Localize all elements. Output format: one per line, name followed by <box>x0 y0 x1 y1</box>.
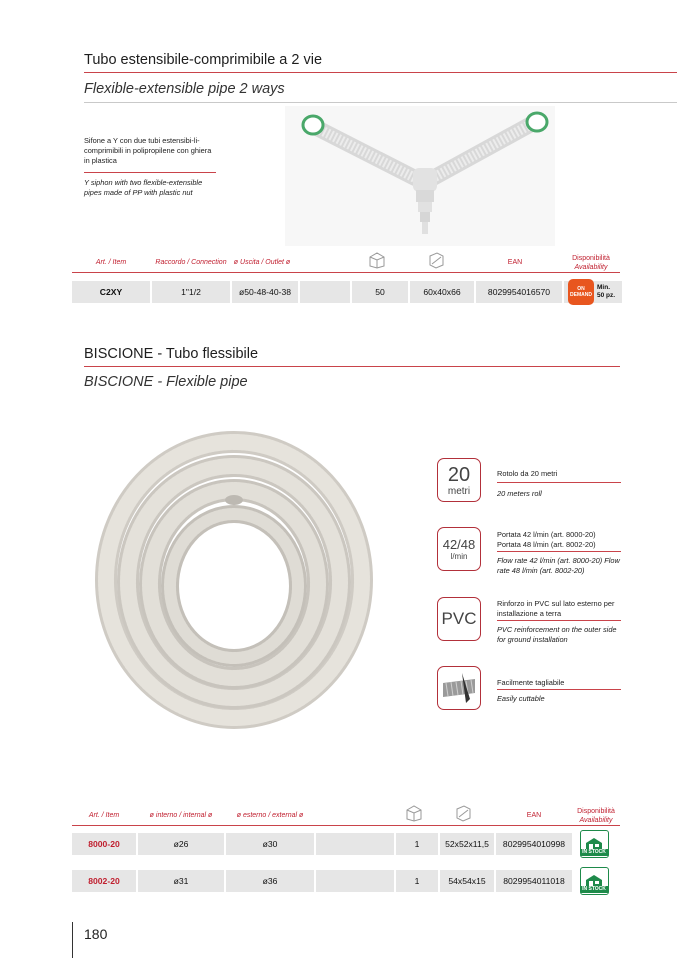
cell-pack: 50 <box>352 281 408 303</box>
table2-header-divider <box>72 825 620 826</box>
flow-rate-icon: 42/48 l/min <box>437 527 481 571</box>
table-row <box>72 833 616 855</box>
cell-art: 8000-20 <box>72 833 136 855</box>
cell-ean: 8029954016570 <box>476 281 562 303</box>
feature-pvc-it: Rinforzo in PVC sul lato esterno per installazione a terra <box>497 599 615 618</box>
product1-title: Tubo estensibile-comprimibile a 2 vie <box>84 52 323 68</box>
cell-connection: 1"1/2 <box>152 281 230 303</box>
cell-availability <box>574 870 614 892</box>
col-header-ean: EAN <box>526 812 542 819</box>
feature-flow-en: Flow rate 42 l/min (art. 8000-20) Flow rate 48 l/min (art. 8002-20) <box>497 556 620 575</box>
table-row <box>72 870 616 892</box>
cell-dims: 52x52x11,5 <box>440 833 494 855</box>
subtitle-divider <box>84 102 677 103</box>
feature-cut-it: Facilmente tagliabile <box>497 678 565 687</box>
feature-divider <box>497 689 621 690</box>
hose-coil-image <box>86 430 384 740</box>
cell-empty <box>316 833 394 855</box>
product1-desc-en: Y siphon with two flexible-extensible pipes made of PP with plastic nut <box>84 178 203 197</box>
warehouse-icon <box>585 874 603 886</box>
col-header-internal: ø interno / internal ø <box>149 812 213 819</box>
cell-dims: 60x40x66 <box>410 281 474 303</box>
min-order-label: Min. 50 pz. <box>597 284 616 299</box>
roll-length-icon: 20 metri <box>437 458 481 502</box>
feature-cut-en: Easily cuttable <box>497 694 545 703</box>
col-header-connection: Raccordo / Connection <box>155 259 227 266</box>
product2-title: BISCIONE - Tubo flessibile <box>84 346 259 362</box>
in-stock-badge: IN STOCK <box>580 867 609 895</box>
cell-pack: 1 <box>396 870 438 892</box>
feature-pvc-en: PVC reinforcement on the outer side for ground installation <box>497 625 617 644</box>
feature-divider <box>497 482 621 483</box>
cell-outlet: ø50-48-40-38 <box>232 281 298 303</box>
cell-dims: 54x54x15 <box>440 870 494 892</box>
on-demand-badge: ON DEMAND <box>568 279 594 305</box>
cell-ean: 8029954011018 <box>496 870 572 892</box>
in-stock-badge: IN STOCK <box>580 830 609 858</box>
col-header-availability-en: Availability <box>574 264 608 271</box>
col-header-art: Art. / Item <box>95 259 127 266</box>
cuttable-icon <box>437 666 481 710</box>
dimensions-icon <box>454 804 472 822</box>
page-number: 180 <box>84 926 108 942</box>
table1-header-divider <box>72 272 620 273</box>
dimensions-icon <box>427 251 445 269</box>
pvc-icon: PVC <box>437 597 481 641</box>
feature-divider <box>497 620 621 621</box>
col-header-availability-it: Disponibilità <box>572 255 610 262</box>
desc-divider <box>84 172 216 173</box>
feature-roll-en: 20 meters roll <box>497 489 542 498</box>
cell-internal: ø26 <box>138 833 224 855</box>
col-header-availability-en: Availability <box>579 817 613 824</box>
col-header-art: Art. / Item <box>88 812 120 819</box>
y-siphon-image <box>285 106 555 246</box>
warehouse-icon <box>585 837 603 849</box>
cell-external: ø36 <box>226 870 314 892</box>
cell-art: 8002-20 <box>72 870 136 892</box>
cell-empty <box>316 870 394 892</box>
feature-roll-it: Rotolo da 20 metri <box>497 469 558 478</box>
cutting-tool-icon <box>440 669 478 707</box>
product1-desc-it: Sifone a Y con due tubi estensibi-li-comprimibili in polipropilene con ghiera in plastica <box>84 136 212 165</box>
col-header-external: ø esterno / external ø <box>236 812 304 819</box>
cell-external: ø30 <box>226 833 314 855</box>
table-row <box>72 281 624 303</box>
package-icon <box>368 251 386 269</box>
title-divider <box>84 72 677 73</box>
product1-subtitle: Flexible-extensible pipe 2 ways <box>84 81 285 97</box>
feature-divider <box>497 551 621 552</box>
cell-availability <box>564 281 622 303</box>
cell-ean: 8029954010998 <box>496 833 572 855</box>
col-header-outlet: ø Uscita / Outlet ø <box>233 259 291 266</box>
title2-divider <box>84 366 620 367</box>
cell-availability <box>574 833 614 855</box>
page-number-bar <box>72 922 73 958</box>
col-header-availability-it: Disponibilità <box>577 808 615 815</box>
feature-flow-it: Portata 42 l/min (art. 8000-20) Portata 48 l/min (art. 8002-20) <box>497 530 596 549</box>
col-header-ean: EAN <box>507 259 523 266</box>
cell-internal: ø31 <box>138 870 224 892</box>
package-icon <box>405 804 423 822</box>
cell-empty <box>300 281 350 303</box>
cell-art: C2XY <box>72 281 150 303</box>
cell-pack: 1 <box>396 833 438 855</box>
product2-subtitle: BISCIONE - Flexible pipe <box>84 374 248 390</box>
